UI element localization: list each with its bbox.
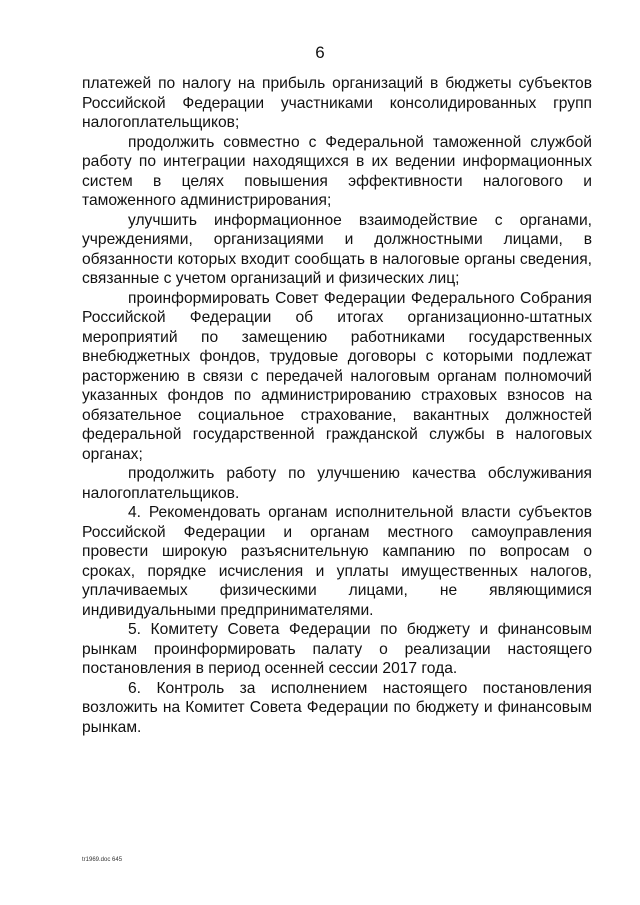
- paragraph-item-5-committee: 5. Комитету Совета Федерации по бюджету и финансовым рынкам проинформировать палату о реализации настоящего постановления в период осенней сессии 2017 года.: [82, 621, 592, 677]
- paragraph-item-4-recommendation: 4. Рекомендовать органам исполнительной власти субъектов Российской Федерации и органам местного самоуправления провести широкую разъяснительную кампанию по вопросам о сроках, порядке исчисления и уплаты имущественных налогов, уплачиваемых физическими лицами, не являющимися индивидуальными предпринимателями.: [82, 504, 592, 619]
- paragraph-information-interaction: улучшить информационное взаимодействие с органами, учреждениями, организациями и должностными лицами, в обязанности которых входит сообщать в налоговые органы сведения, связанные с учетом организаций и физических лиц;: [82, 211, 592, 287]
- paragraph-inform-federation-council: проинформировать Совет Федерации Федерального Собрания Российской Федерации об итогах организационно-штатных мероприятий по замещению работниками государственных внебюджетных фондов, трудовые договоры с которыми подлежат расторжению в связи с передачей налоговым органам полномочий указанных фондов по администрированию страховых взносов на обязательное социальное страхование, вакантных должностей федеральной государственной гражданской службы в налоговых органах;: [82, 289, 592, 463]
- document-body: [82, 74, 592, 737]
- footer-file-code: tr1969.doc 645: [82, 857, 123, 863]
- paragraph-tax-payments: платежей по налогу на прибыль организаций в бюджеты субъектов Российской Федерации участниками консолидированных групп налогоплательщиков;: [82, 75, 592, 131]
- paragraph-item-6-control: 6. Контроль за исполнением настоящего постановления возложить на Комитет Совета Федерации по бюджету и финансовым рынкам.: [82, 679, 592, 736]
- paragraph-customs-integration: продолжить совместно с Федеральной таможенной службой работу по интеграции находящихся в их ведении информационных систем в целях повышения эффективности налогового и таможенного администрирования;: [82, 133, 592, 209]
- paragraph-service-quality: продолжить работу по улучшению качества обслуживания налогоплательщиков.: [82, 465, 592, 502]
- page-number: 6: [315, 43, 325, 62]
